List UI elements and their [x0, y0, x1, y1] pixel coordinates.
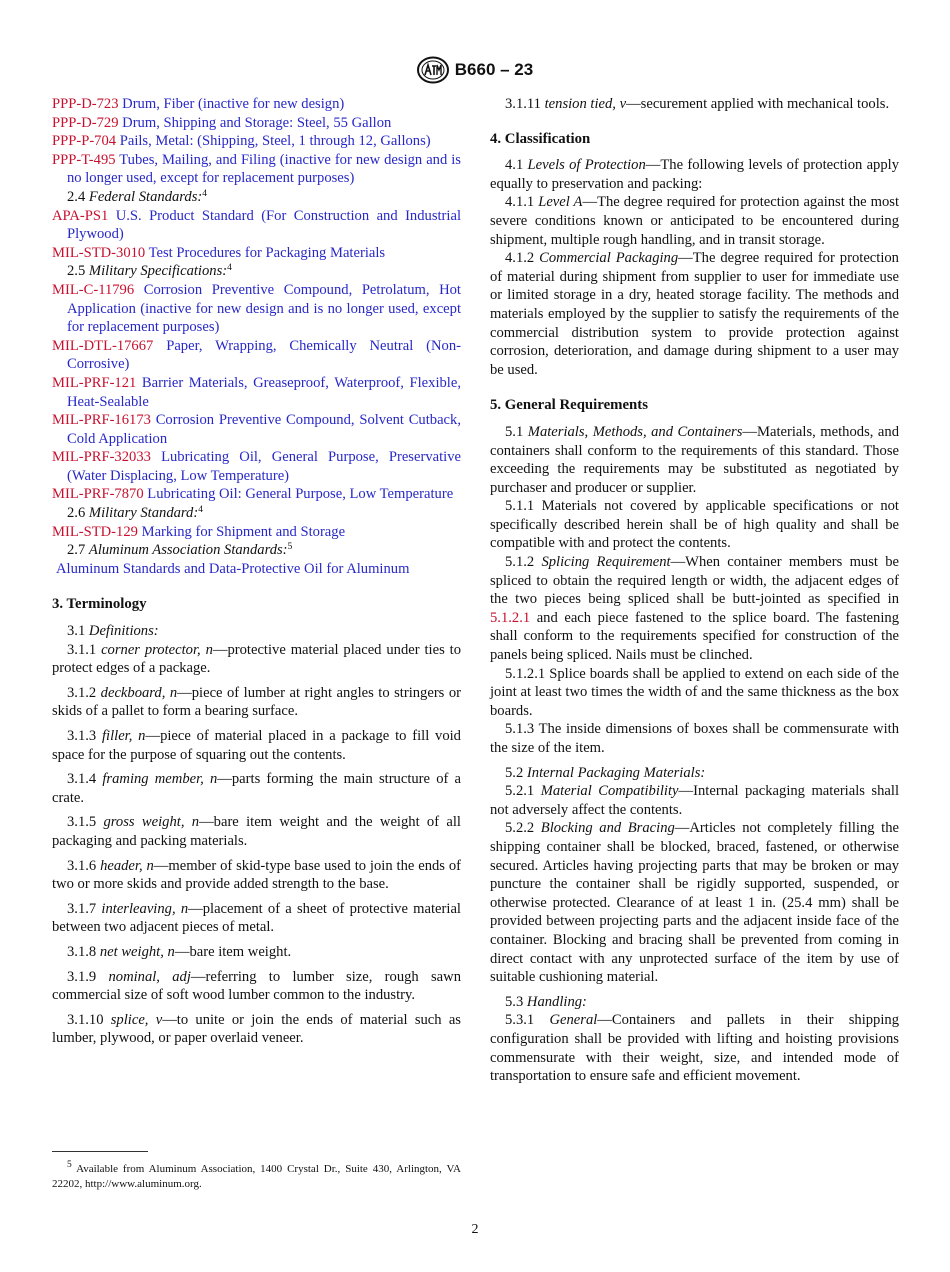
right-column: [490, 95, 899, 1086]
reference-mil-prf-121: [52, 374, 461, 411]
ref-code[interactable]: MIL-STD-129: [52, 523, 138, 540]
paragraph-5-3-1: 5.3.1 General—Containers and pallets in their shipping configuration shall be provided with lifting and hoisting provisions commensurate with their weight, size, and intended mode of transportation to ensure safe and efficient movement.: [490, 1012, 899, 1085]
left-column: [52, 95, 461, 1048]
reference-apa-ps1: [52, 207, 461, 244]
section-2-4-heading: 2.4 Federal Standards:$^4$: [67, 188, 208, 205]
ref-title[interactable]: U.S. Product Standard (For Construction and Industrial Plywood): [67, 207, 461, 243]
ref-code[interactable]: MIL-PRF-121: [52, 374, 137, 391]
ref-title[interactable]: Marking for Shipment and Storage: [141, 523, 346, 540]
reference-mil-std-3010: [52, 244, 461, 263]
ref-code[interactable]: MIL-STD-3010: [52, 244, 146, 261]
ref-code[interactable]: MIL-PRF-32033: [52, 449, 151, 466]
ref-code[interactable]: MIL-DTL-17667: [52, 337, 154, 354]
reference-ppp-p-704: [52, 132, 461, 151]
definition-3-1-8: 3.1.8 net weight, n—bare item weight.: [67, 943, 292, 960]
paragraph-5-1: 5.1 Materials, Methods, and Containers—Materials, methods, and containers shall conform to the requirements of this standard. Those exceeding the requirements may be substituted as negotiated by purchaser and producer or supplier.: [490, 423, 899, 496]
reference-ppp-d-729: [52, 114, 461, 133]
definition-3-1-10: 3.1.10 splice, v—to unite or join the ends of material such as lumber, plywood, or paper overlaid veneer.: [52, 1011, 461, 1047]
ref-code[interactable]: PPP-P-704: [52, 133, 117, 150]
definition-3-1-1: 3.1.1 corner protector, n—protective material placed under ties to protect edges of a package.: [52, 641, 461, 677]
paragraph-5-1-2: 5.1.2 Splicing Requirement—When container members must be spliced to obtain the required length or width, the adjacent edges of the two pieces being spliced shall be butt-jointed as specified in 5.1.2.1 and each piece fastened to the splice board. The fastening shall conform to the requirements specified for construction of the panels being spliced. Nails must be clinched.: [490, 554, 899, 664]
document-id: B660 – 23: [454, 60, 534, 79]
footnote-text: Available from Aluminum Association, 1400 Crystal Dr., Suite 430, Arlington, VA 22202, http://www.aluminum.org.: [52, 1163, 461, 1190]
paragraph-5-2-2: 5.2.2 Blocking and Bracing—Articles not completely filling the shipping container shall be blocked, braced, fastened, or otherwise secured. Articles having projecting parts that may be broken or may puncture the container shall be rigidly supported, suspended, or otherwise protected. Clearance of at least 1 in. (25.4 mm) shall be provided between projecting parts and the adjacent inside face of the container. Blocking and bracing shall be prevented from coming in direct contact with any unprotected surface of the item by use of suitable cushioning material.: [490, 820, 899, 986]
paragraph-5-1-1: 5.1.1 Materials not covered by applicable specifications or not specifically described herein shall be of high quality and shall be compatible with and protect the contents.: [490, 498, 899, 552]
paragraph-5-1-2-1: 5.1.2.1 Splice boards shall be applied to extend on each side of the joint at least two times the width of and the same thickness as the box boards.: [490, 665, 899, 719]
section-4-heading: 4. Classification: [490, 130, 591, 147]
definition-3-1-4: 3.1.4 framing member, n—parts forming the main structure of a crate.: [52, 771, 461, 806]
definition-3-1-6: 3.1.6 header, n—member of skid-type base used to join the ends of two or more skids and provide added strength to the base.: [52, 857, 461, 893]
ref-code[interactable]: PPP-T-495: [52, 151, 116, 168]
ref-title[interactable]: Tubes, Mailing, and Filing (inactive for new design and is no longer used, except for replacement purposes): [67, 151, 461, 187]
paragraph-5-2-1: 5.2.1 Material Compatibility—Internal packaging materials shall not adversely affect the contents.: [490, 783, 899, 818]
definition-3-1-5: 3.1.5 gross weight, n—bare item weight and the weight of all packaging and packing materials.: [52, 814, 461, 849]
ref-title[interactable]: Corrosion Preventive Compound, Solvent Cutback, Cold Application: [67, 412, 461, 447]
reference-ppp-t-495: [52, 151, 461, 188]
footnote-divider: [52, 1151, 148, 1152]
reference-mil-prf-32033: [52, 448, 461, 485]
footnote-mark: 5: [67, 1160, 72, 1170]
reference-aluminum-standards: [52, 560, 461, 579]
ref-title[interactable]: Drum, Fiber (inactive for new design): [122, 96, 345, 112]
reference-mil-c-11796: [52, 281, 461, 337]
ref-title[interactable]: Lubricating Oil: General Purpose, Low Temperature: [147, 486, 454, 503]
page-number: 2: [471, 1222, 479, 1237]
paragraph-5-3: 5.3 Handling:: [505, 993, 587, 1010]
paragraph-5-1-3: 5.1.3 The inside dimensions of boxes shall be commensurate with the size of the item.: [490, 721, 899, 756]
paragraph-4-1: 4.1 Levels of Protection—The following levels of protection apply equally to preservation and packing:: [490, 157, 899, 192]
reference-mil-std-129: [52, 523, 461, 542]
paragraph-4-1-1: 4.1.1 Level A—The degree required for protection against the most severe conditions known or anticipated to be encountered during shipment, multiple rough handling, and in transit storage.: [490, 194, 900, 248]
footnote: [52, 1162, 461, 1191]
astm-logo-icon: [417, 56, 449, 84]
ref-title[interactable]: Pails, Metal: (Shipping, Steel, 1 through 12, Gallons): [119, 133, 431, 150]
definition-3-1-9: 3.1.9 nominal, adj—referring to lumber size, rough sawn commercial size of soft wood lumber common to the industry.: [52, 968, 461, 1004]
reference-ppp-d-723: [52, 95, 461, 114]
paragraph-5-2: 5.2 Internal Packaging Materials:: [505, 764, 706, 781]
ref-code[interactable]: MIL-PRF-7870: [52, 486, 144, 503]
reference-mil-dtl-17667: [52, 337, 461, 374]
page-header: [0, 56, 950, 89]
ref-code[interactable]: PPP-D-729: [52, 114, 119, 131]
definition-3-1-11: 3.1.11 tension tied, v—securement applied with mechanical tools.: [505, 96, 890, 112]
ref-code[interactable]: PPP-D-723: [52, 96, 119, 112]
definition-3-1-2: 3.1.2 deckboard, n—piece of lumber at right angles to stringers or skids of a pallet to form a bearing surface.: [52, 684, 461, 720]
ref-code[interactable]: MIL-PRF-16173: [52, 412, 151, 429]
ref-code[interactable]: APA-PS1: [52, 207, 109, 224]
ref-title[interactable]: Aluminum Standards and Data-Protective Oil for Aluminum: [56, 560, 410, 577]
definition-3-1-7: 3.1.7 interleaving, n—placement of a sheet of protective material between two adjacent pieces of metal.: [52, 900, 461, 936]
ref-title[interactable]: Lubricating Oil, General Purpose, Preservative (Water Displacing, Low Temperature): [67, 449, 461, 484]
section-2-5-heading: 2.5 Military Specifications:$^4$: [67, 263, 232, 280]
section-5-heading: 5. General Requirements: [490, 397, 648, 414]
ref-code[interactable]: MIL-C-11796: [52, 281, 135, 298]
section-2-7-heading: 2.7 Aluminum Association Standards:$^5$: [67, 542, 293, 559]
ref-title[interactable]: Barrier Materials, Greaseproof, Waterproof, Flexible, Heat-Sealable: [67, 374, 461, 410]
ref-title[interactable]: Test Procedures for Packaging Materials: [148, 244, 386, 261]
section-3-1-heading: 3.1 Definitions:: [67, 623, 159, 640]
section-2-6-heading: 2.6 Military Standard:$^4$: [67, 505, 203, 522]
section-link-5-1-2-1[interactable]: 5.1.2.1: [490, 609, 531, 626]
paragraph-4-1-2: 4.1.2 Commercial Packaging—The degree required for protection of material during shipment from supplier to user for immediate use or limited storage in a dry, heated storage facility. The methods and materials employed by the supplier to satisfy the requirements of the commercial distribution system to provide protection against corrosion, deterioration, and damage during shipment to a user may be used.: [490, 250, 899, 378]
ref-title[interactable]: Drum, Shipping and Storage: Steel, 55 Gallon: [122, 114, 392, 131]
reference-mil-prf-16173: [52, 411, 461, 448]
reference-mil-prf-7870: [52, 485, 461, 504]
definition-3-1-3: 3.1.3 filler, n—piece of material placed in a package to fill void space for the purpose of squaring out the contents.: [52, 728, 461, 763]
ref-title[interactable]: Corrosion Preventive Compound, Petrolatum, Hot Application (inactive for new design and is no longer used, except for replacement purposes): [67, 281, 461, 336]
ref-title[interactable]: Paper, Wrapping, Chemically Neutral (Non-Corrosive): [67, 337, 461, 373]
section-3-heading: 3. Terminology: [52, 596, 147, 613]
